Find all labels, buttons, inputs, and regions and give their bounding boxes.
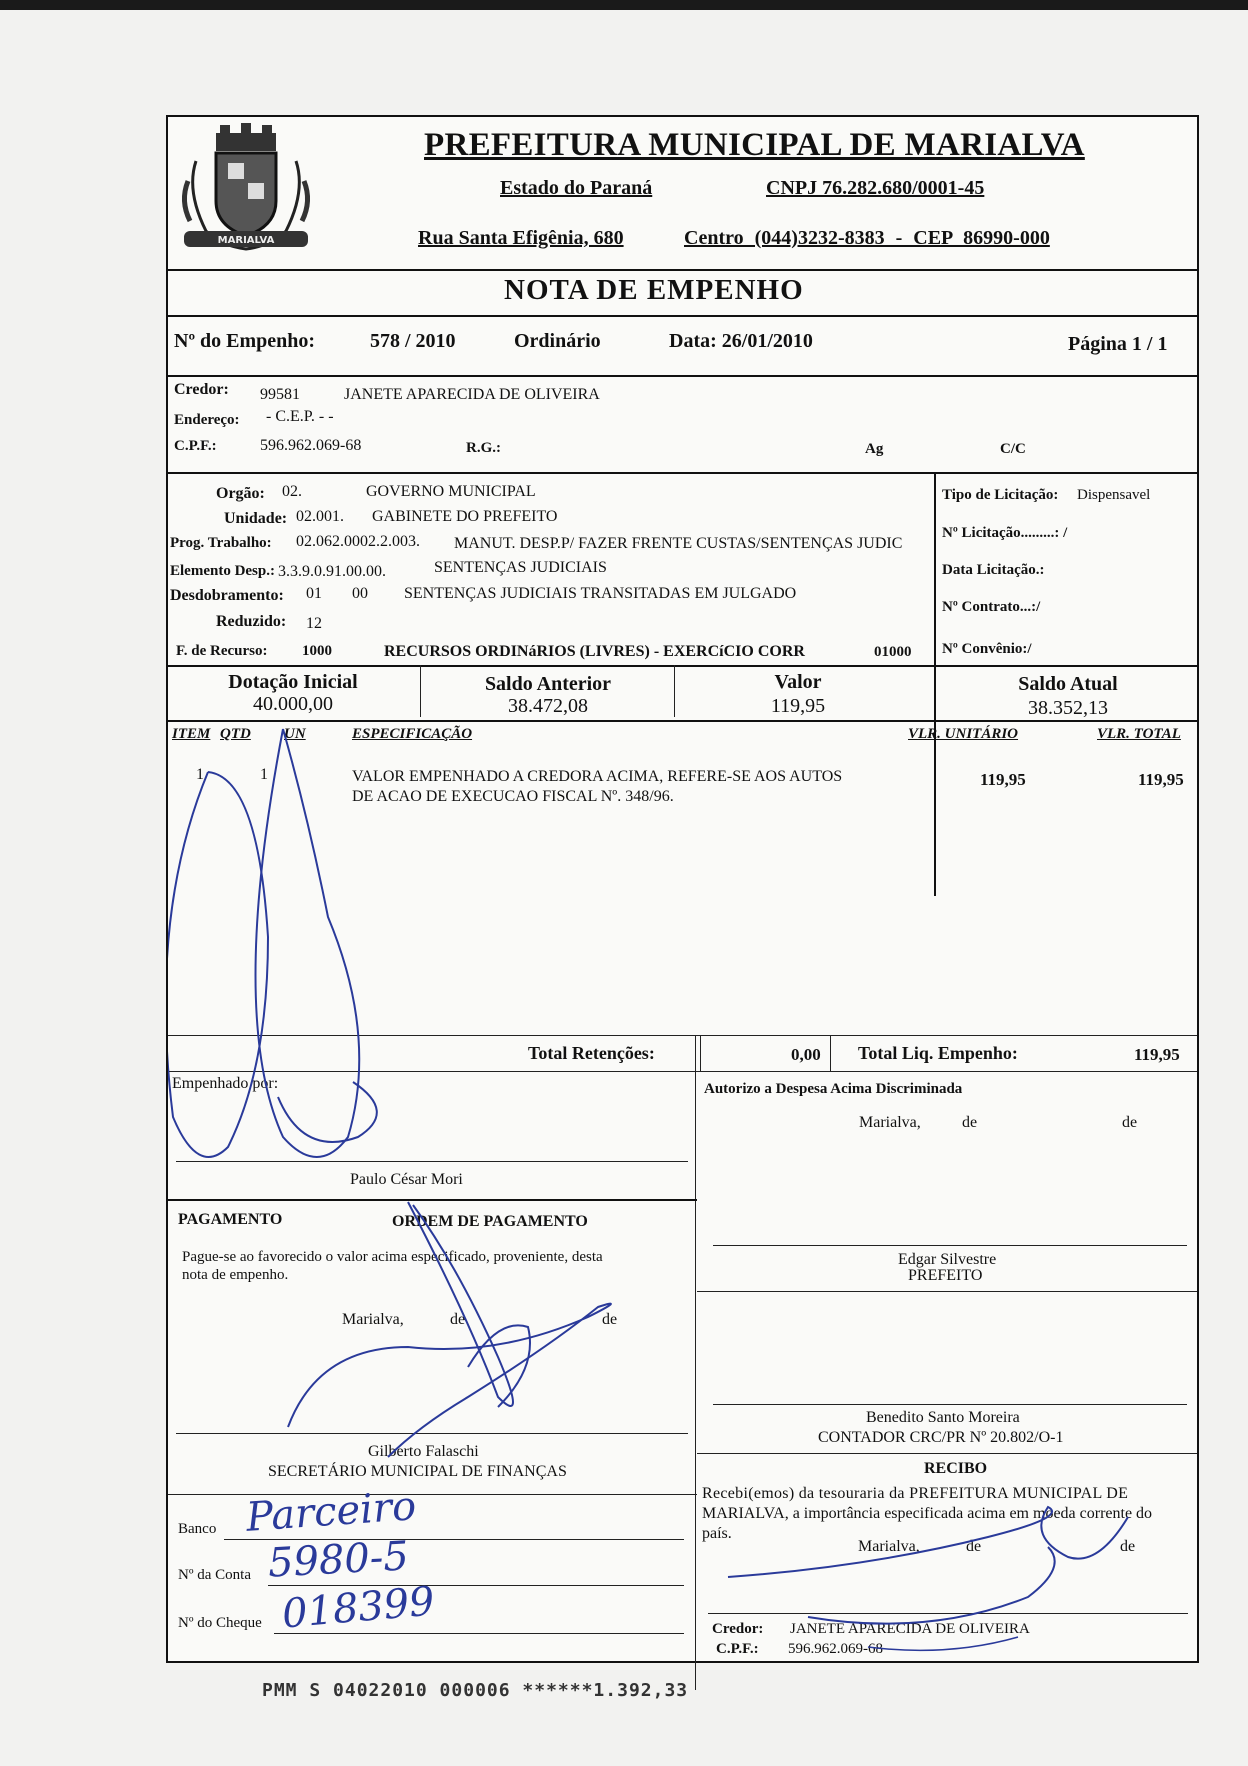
saldo-atual-value: 38.352,13 (1028, 697, 1108, 719)
municipal-crest-icon (176, 121, 316, 261)
total-liquido-value: 119,95 (1134, 1045, 1180, 1064)
reduzido-label: Reduzido: (216, 613, 287, 630)
document-title: NOTA DE EMPENHO (504, 274, 804, 306)
ink-loop-large (168, 772, 268, 1157)
un-header: UN (284, 726, 306, 742)
recibo-credor-label: Credor: (712, 1621, 764, 1637)
unidade-label: Unidade: (224, 510, 288, 527)
ink-recibo-flourish (868, 1637, 1018, 1650)
secretario-name: Gilberto Falaschi (368, 1443, 479, 1460)
contador-role: CONTADOR CRC/PR Nº 20.802/O-1 (818, 1429, 1064, 1446)
autorizo-label: Autorizo a Despesa Acima Discriminada (704, 1081, 963, 1097)
recibo-cpf-label: C.P.F.: (716, 1641, 759, 1657)
credor-code: 99581 (260, 386, 300, 403)
pagamento-label: PAGAMENTO (178, 1211, 283, 1228)
empenho-date: Data: 26/01/2010 (669, 330, 813, 352)
total-retencoes-value: 0,00 (791, 1045, 821, 1064)
dotacao-inicial-label: Dotação Inicial (228, 671, 358, 693)
pagamento-de1: de (450, 1311, 466, 1328)
valor-label: Valor (774, 671, 822, 693)
address-contact: Centro (044)3232-8383 - CEP 86990-000 (684, 227, 1050, 249)
endereco-value: - C.E.P. - - (266, 408, 334, 425)
credor-name: JANETE APARECIDA DE OLIVEIRA (344, 386, 600, 403)
item-spec-line1: VALOR EMPENHADO A CREDORA ACIMA, REFERE-SE AOS AUTOS (352, 768, 843, 785)
empenho-number-label: Nº do Empenho: (174, 330, 316, 352)
elemento-code: 3.3.9.0.91.00.00. (278, 563, 386, 580)
desdobramento-label: Desdobramento: (170, 587, 284, 604)
recibo-text-line3: país. (702, 1525, 732, 1542)
pagamento-text-line1: Pague-se ao favorecido o valor acima especificado, proveniente, desta (182, 1249, 603, 1265)
item-number: 1 (196, 766, 204, 783)
scan-top-edge (0, 0, 1248, 10)
fonte-recurso-label: F. de Recurso: (176, 643, 268, 659)
rg-label: R.G.: (466, 440, 501, 456)
recibo-de1: de (966, 1538, 982, 1555)
handwritten-cheque: 018399 (280, 1578, 437, 1638)
recibo-text-line1: Recebi(emos) da tesouraria da PREFEITURA MUNICIPAL DE (702, 1485, 1129, 1502)
data-licitacao: Data Licitação.: (942, 562, 1045, 578)
fonte-recurso-code: 1000 (302, 643, 332, 659)
empenho-type: Ordinário (514, 330, 601, 352)
recibo-de2: de (1120, 1538, 1136, 1555)
autorizo-de1: de (962, 1114, 978, 1131)
item-header: ITEM (172, 726, 211, 742)
secretario-role: SECRETÁRIO MUNICIPAL DE FINANÇAS (268, 1463, 567, 1480)
recibo-credor-name: JANETE APARECIDA DE OLIVEIRA (790, 1621, 1030, 1637)
empenho-number: 578 / 2010 (370, 330, 456, 352)
ink-diagonal-1 (408, 1202, 513, 1406)
handwritten-conta: 5980-5 (266, 1533, 410, 1587)
numero-conta-label: Nº da Conta (178, 1567, 251, 1583)
item-total-value: 119,95 (1138, 770, 1184, 789)
pagamento-city: Marialva, (342, 1311, 404, 1328)
contador-name: Benedito Santo Moreira (866, 1409, 1020, 1426)
prog-trabalho-code: 02.062.0002.2.003. (296, 533, 420, 550)
qtd-header: QTD (220, 726, 251, 742)
prog-trabalho-name: MANUT. DESP.P/ FAZER FRENTE CUSTAS/SENTENÇAS JUDIC (454, 535, 903, 552)
item-unit-value: 119,95 (980, 770, 1026, 789)
recibo-title: RECIBO (924, 1460, 988, 1477)
cnpj: CNPJ 76.282.680/0001-45 (766, 177, 985, 199)
banco-label: Banco (178, 1521, 217, 1537)
pagamento-text-line2: nota de empenho. (182, 1267, 289, 1283)
handwritten-banco: Parceiro (244, 1483, 418, 1541)
orgao-code: 02. (282, 483, 302, 500)
prefeito-name: Edgar Silvestre (898, 1251, 997, 1268)
recibo-city: Marialva, (858, 1538, 920, 1555)
ink-loop-pagamento (468, 1325, 530, 1407)
item-spec-line2: DE ACAO DE EXECUCAO FISCAL Nº. 348/96. (352, 788, 674, 805)
numero-contrato: Nº Contrato...:/ (942, 599, 1041, 615)
autorizo-de2: de (1122, 1114, 1138, 1131)
bank-stamp: PMM S 04022010 000006 ******1.392,33 (262, 1680, 689, 1701)
numero-cheque-label: Nº do Cheque (178, 1615, 262, 1631)
desdobramento-a: 01 (306, 585, 322, 602)
dotacao-inicial-value: 40.000,00 (253, 693, 333, 715)
recibo-text-line2: MARIALVA, a importância especificada acima em moeda corrente do (702, 1505, 1153, 1522)
valor-unitario-header: VLR. UNITÁRIO (908, 726, 1019, 742)
saldo-atual-label: Saldo Atual (1018, 673, 1118, 695)
cpf-label: C.P.F.: (174, 438, 217, 454)
total-retencoes-label: Total Retenções: (528, 1043, 655, 1063)
reduzido-value: 12 (306, 615, 322, 632)
state-name: Estado do Paraná (500, 177, 653, 199)
total-liquido-label: Total Liq. Empenho: (858, 1043, 1018, 1063)
prog-trabalho-label: Prog. Trabalho: (170, 535, 272, 551)
numero-licitacao: Nº Licitação.........: / (942, 525, 1068, 541)
municipality-title: PREFEITURA MUNICIPAL DE MARIALVA (424, 127, 1085, 163)
elemento-name: SENTENÇAS JUDICIAIS (434, 559, 607, 576)
crest-banner-text: MARIALVA (217, 235, 275, 246)
conta-corrente-label: C/C (1000, 441, 1026, 457)
numero-convenio: Nº Convênio:/ (942, 641, 1032, 657)
ink-curl (278, 1082, 377, 1142)
fonte-recurso-name: RECURSOS ORDINáRIOS (LIVRES) - EXERCíCIO CORR (384, 643, 805, 660)
fonte-recurso-code2: 01000 (874, 644, 912, 660)
saldo-anterior-label: Saldo Anterior (484, 673, 612, 695)
nota-de-empenho-form (166, 115, 1199, 1663)
page-number: Página 1 / 1 (1068, 333, 1168, 355)
orgao-label: Orgão: (216, 485, 265, 502)
cpf-value: 596.962.069-68 (260, 437, 362, 454)
tipo-licitacao-value: Dispensavel (1077, 487, 1151, 503)
saldo-anterior-value: 38.472,08 (508, 695, 588, 717)
empenhado-por-label: Empenhado por: (172, 1075, 279, 1092)
desdobramento-name: SENTENÇAS JUDICIAIS TRANSITADAS EM JULGADO (404, 585, 797, 602)
pagamento-de2: de (602, 1311, 618, 1328)
orgao-name: GOVERNO MUNICIPAL (366, 483, 536, 500)
elemento-label: Elemento Desp.: (170, 563, 275, 579)
credor-label: Credor: (174, 381, 229, 398)
unidade-name: GABINETE DO PREFEITO (372, 508, 558, 525)
desdobramento-b: 00 (352, 585, 368, 602)
item-quantity: 1 (260, 766, 268, 783)
street-address: Rua Santa Efigênia, 680 (418, 227, 624, 249)
empenhado-por-name: Paulo César Mori (350, 1171, 463, 1188)
tipo-licitacao-label: Tipo de Licitação: (942, 487, 1059, 503)
endereco-label: Endereço: (174, 412, 240, 428)
valor-value: 119,95 (770, 695, 826, 717)
valor-total-header: VLR. TOTAL (1097, 726, 1181, 742)
unidade-code: 02.001. (296, 508, 344, 525)
ordem-pagamento-label: ORDEM DE PAGAMENTO (392, 1213, 588, 1230)
especificacao-header: ESPECIFICAÇÃO (352, 726, 473, 742)
recibo-cpf-value: 596.962.069-68 (788, 1641, 883, 1657)
autorizo-city: Marialva, (859, 1114, 921, 1131)
agencia-label: Ag (865, 441, 884, 457)
prefeito-role: PREFEITO (908, 1267, 983, 1284)
